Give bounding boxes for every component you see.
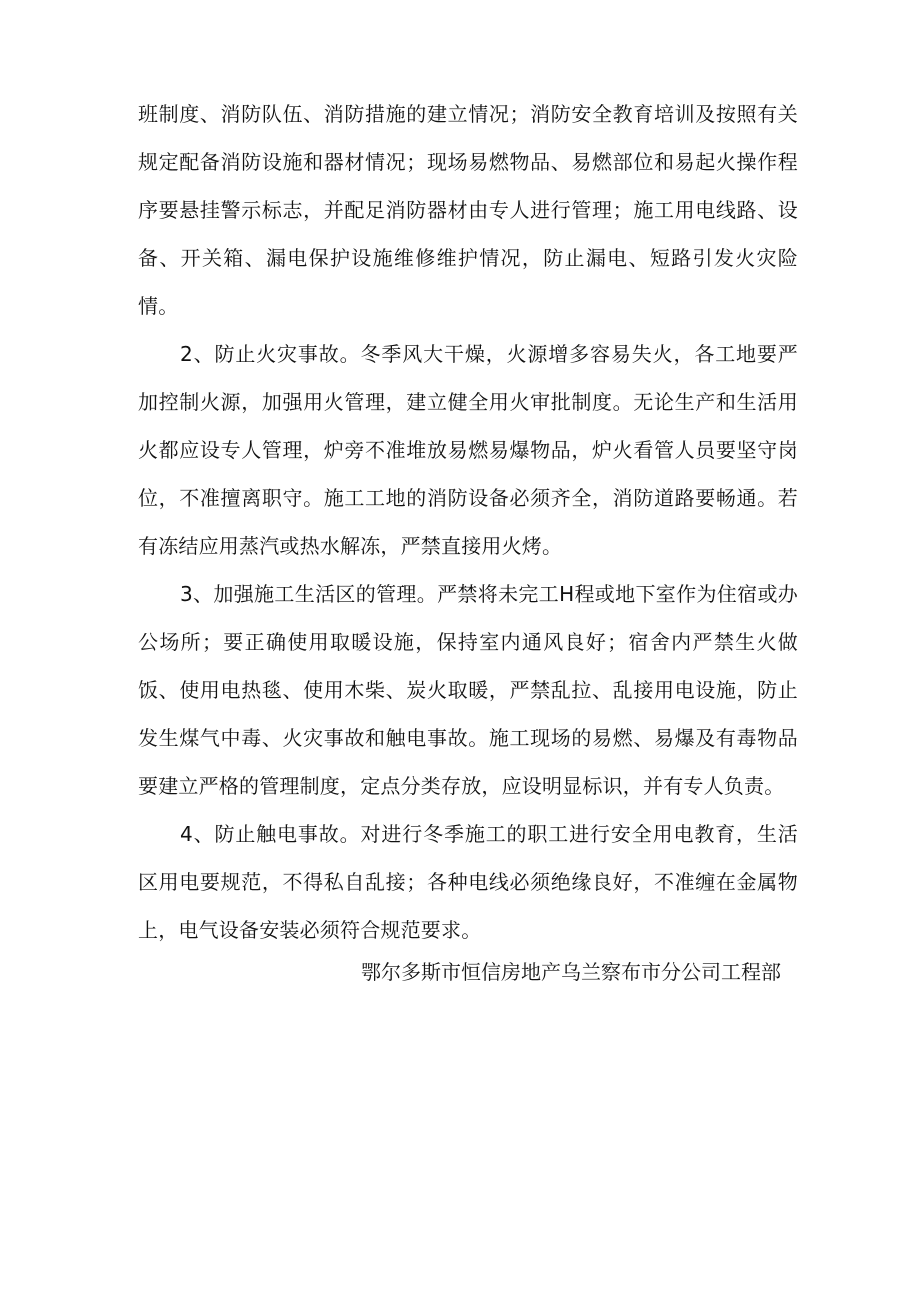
paragraph-electric-shock-prevention: 4、防止触电事故。对进行冬季施工的职工进行安全用电教育，生活区用电要规范，不得私自乱接；各种电线必须绝缘良好，不准缠在金属物上，电气设备安装必须符合规范要求。 — [138, 822, 798, 942]
signature-department: 鄂尔多斯市恒信房地产乌兰察布市分公司工程部 — [361, 960, 781, 984]
paragraph-fire-inspection-continued: 班制度、消防队伍、消防措施的建立情况；消防安全教育培训及按照有关规定配备消防设施和器材情况；现场易燃物品、易燃部位和易起火操作程序要悬挂警示标志，并配足消防器材由专人进行管理；施工用电线路、设备、开关箱、漏电保护设施维修维护情况，防止漏电、短路引发火灾险情。 — [138, 102, 798, 318]
document-body — [138, 90, 798, 954]
paragraph-living-area-management: 3、加强施工生活区的管理。严禁将未完工H程或地下室作为住宿或办公场所；要正确使用取暖设施，保持室内通风良好；宿舍内严禁生火做饭、使用电热毯、使用木柴、炭火取暖，严禁乱拉、乱接用电设施，防止发生煤气中毒、火灾事故和触电事故。施工现场的易燃、易爆及有毒物品要建立严格的管理制度，定点分类存放，应设明显标识，并有专人负责。 — [138, 582, 798, 798]
paragraph-fire-prevention: 2、防止火灾事故。冬季风大干燥，火源增多容易失火，各工地要严加控制火源，加强用火管理，建立健全用火审批制度。无论生产和生活用火都应设专人管理，炉旁不准堆放易燃易爆物品，炉火看管人员要坚守岗位，不准擅离职守。施工工地的消防设备必须齐全，消防道路要畅通。若有冻结应用蒸汽或热水解冻，严禁直接用火烤。 — [138, 342, 798, 558]
